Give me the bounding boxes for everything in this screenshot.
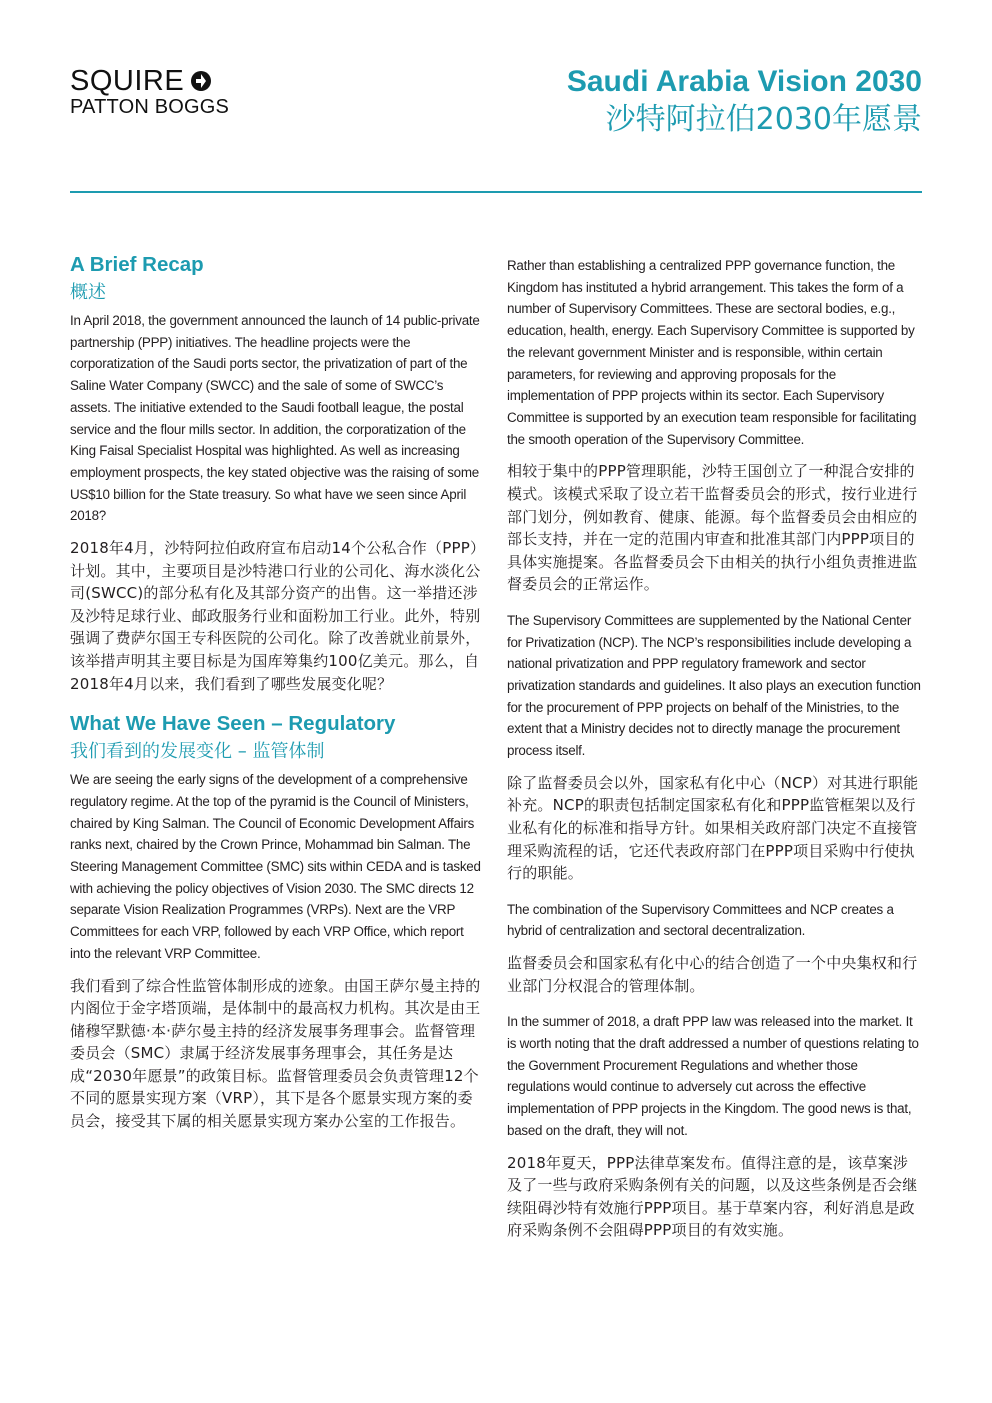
section-heading-brief-recap-zh: 概述 (70, 282, 106, 303)
paragraph-ppp-law-en: In the summer of 2018, a draft PPP law was released into the market. It is worth noting that the draft addressed a number of questions relating to the Government Procurement Regulations and whether those regulations would continue to adversely cut across the effective implementation of PPP projects in the Kingdom. The good news is that, based on the draft, they will not. (507, 1014, 919, 1138)
paragraph-regulatory-zh: 我们看到了综合性监管体制形成的迹象。由国王萨尔曼主持的内阁位于金字塔顶端，是体制中的最高权力机构。其次是由王储穆罕默德·本·萨尔曼主持的经济发展事务理事会。监督管理委员会（SMC）隶属于经济发展事务理事会，其任务是达成“2030年愿景”的政策目标。监督管理委员会负责管理12个不同的愿景实现方案（VRP），其下是各个愿景实现方案的委员会，接受其下属的相关愿景实现方案办公室的工作报告。 (70, 976, 481, 1131)
logo-text-squire: SQUIRE (70, 65, 185, 97)
left-column (70, 250, 484, 1147)
paragraph-ppp-law-zh: 2018年夏天，PPP法律草案发布。值得注意的是，该草案涉及了一些与政府采购条例有关的问题，以及这些条例是否会继续阻碍沙特有效施行PPP项目。基于草案内容，利好消息是政府采购条例不会阻碍PPP项目的有效实施。 (507, 1153, 918, 1240)
header-divider (70, 191, 922, 193)
paragraph-combination-en: The combination of the Supervisory Committees and NCP creates a hybrid of centralization and sectoral decentralization. (507, 901, 894, 939)
paragraph-hybrid-zh: 相较于集中的PPP管理职能，沙特王国创立了一种混合安排的模式。该模式采取了设立若干监督委员会的形式，按行业进行部门划分，例如教育、健康、能源。每个监督委员会由相应的部长支持，并在一定的范围内审查和批准其部门内PPP项目的具体实施提案。各监督委员会下由相关的执行小组负责推进监督委员会的正常运作。 (507, 462, 918, 594)
section-heading-regulatory: What We Have Seen – Regulatory (70, 712, 396, 736)
paragraph-ncp-en: The Supervisory Committees are supplemented by the National Center for Privatization (NCP). The NCP’s responsibilities include developing a national privatization and PPP regulatory framework and sector privatization standards and guidelines. It also plays an execution function for the procurement of PPP projects on behalf of the Ministries, to the extent that a Ministry decides not to directly manage the procurement process itself. (507, 612, 921, 759)
section-heading-brief-recap: A Brief Recap (70, 253, 204, 276)
document-title-en: Saudi Arabia Vision 2030 (566, 65, 922, 98)
right-column (507, 255, 922, 1256)
logo-arrows-icon (190, 70, 212, 92)
document-title-block (567, 64, 922, 140)
document-title-zh: 沙特阿拉伯2030年愿景 (605, 102, 922, 137)
paragraph-combination-zh: 监督委员会和国家私有化中心的结合创造了一个中央集权和行业部门分权混合的管理体制。 (507, 954, 918, 995)
paragraph-recap-en: In April 2018, the government announced the launch of 14 public-private partnership (PPP) initiatives. The headline projects were the corporatization of the Saudi ports sector, the privatization of part of the Saline Water Company (SWCC) and the sale of some of SWCC’s assets. The initiative extended to the Saudi football league, the postal service and the flour mills sector. In addition, the corporatization of the King Faisal Specialist Hospital was highlighted. As well as increasing employment prospects, the key stated objective was the raising of some US$10 billion for the State treasury. So what have we seen since April 2018? (70, 313, 480, 524)
section-heading-regulatory-zh: 我们看到的发展变化 – 监管体制 (70, 741, 325, 763)
paragraph-hybrid-en: Rather than establishing a centralized PPP governance function, the Kingdom has instituted a hybrid arrangement. This takes the form of a number of Supervisory Committees. These are sectoral bodies, e.g., education, health, energy. Each Supervisory Committee is supported by the relevant government Minister and is responsible, within certain parameters, for reviewing and approving proposals for the implementation of PPP projects within its sector. Each Supervisory Committee is supported by an execution team responsible for facilitating the smooth operation of the Supervisory Committee. (507, 258, 917, 447)
logo-text-patton-boggs: PATTON BOGGS (70, 96, 230, 118)
paragraph-ncp-zh: 除了监督委员会以外，国家私有化中心（NCP）对其进行职能补充。NCP的职责包括制定国家私有化和PPP监管框架以及行业私有化的标准和指导方针。如果相关政府部门决定不直接管理采购流程的话，它还代表政府部门在PPP项目采购中行使执行的职能。 (507, 773, 919, 883)
paragraph-regulatory-en: We are seeing the early signs of the development of a comprehensive regulatory regime. At the top of the pyramid is the Council of Ministers, chaired by King Salman. The Council of Economic Development Affairs ranks next, chaired by the Crown Prince, Mohammad bin Salman. The Steering Management Committee (SMC) sits within CEDA and is tasked with achieving the policy objectives of Vision 2030. The SMC directs 12 separate Vision Realization Programmes (VRPs). Next are the VRP Committees for each VRP, followed by each VRP Office, which report into the relevant VRP Committee. (70, 772, 481, 961)
paragraph-recap-zh: 2018年4月，沙特阿拉伯政府宣布启动14个公私合作（PPP）计划。其中，主要项目是沙特港口行业的公司化、海水淡化公司(SWCC)的部分私有化及其部分资产的出售。这一举措还涉及沙特足球行业、邮政服务行业和面粉加工行业。此外，特别强调了费萨尔国王专科医院的公司化。除了改善就业前景外，该举措声明其主要目标是为国库筹集约100亿美元。那么，自2018年4月以来，我们看到了哪些发展变化呢？ (70, 539, 481, 693)
company-logo (70, 66, 270, 118)
